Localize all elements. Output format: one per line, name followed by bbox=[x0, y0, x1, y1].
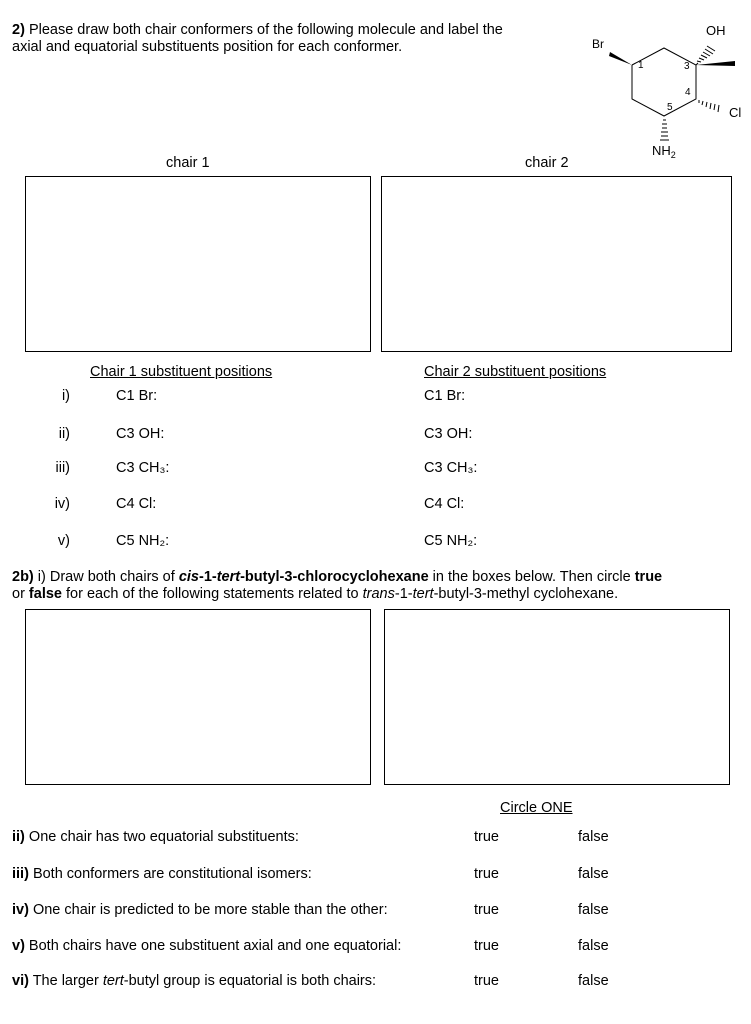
chair-1-positions-title: Chair 1 substituent positions bbox=[90, 364, 273, 380]
chair-1-c4-cl-label: C4 Cl: bbox=[116, 496, 157, 512]
nh2-label: $NH_2$ bbox=[652, 143, 676, 160]
row-numeral: iv) bbox=[54, 496, 70, 512]
row-numeral: i) bbox=[61, 388, 70, 404]
chair-2-positions-title: Chair 2 substituent positions bbox=[424, 364, 607, 380]
chair-1-c3-oh-label: C3 OH: bbox=[116, 426, 165, 442]
carbon-4-number: 4 bbox=[685, 87, 691, 98]
cis-chair-2-drawing-box[interactable] bbox=[384, 609, 730, 785]
chair-2-c3-ch3-label: C3 CH₃: bbox=[424, 460, 478, 476]
carbon-5-number: 5 bbox=[667, 102, 673, 113]
chair-2-c5-nh2-label: C5 NH₂: bbox=[424, 533, 478, 549]
statement-ii-true-option[interactable]: true bbox=[474, 829, 499, 845]
row-numeral: iii) bbox=[55, 460, 70, 476]
statement-v-false-option[interactable]: false bbox=[578, 938, 609, 954]
br-label: Br bbox=[592, 37, 604, 51]
chair-1-c5-nh2-label: C5 NH₂: bbox=[116, 533, 170, 549]
statement-iii-false-option[interactable]: false bbox=[578, 866, 609, 882]
statement-ii-false-option[interactable]: false bbox=[578, 829, 609, 845]
statement-vi-false-option[interactable]: false bbox=[578, 973, 609, 989]
chair-1-c1-br-label: C1 Br: bbox=[116, 388, 158, 404]
carbon-1-number: 1 bbox=[638, 60, 644, 71]
oh-hashed-bond bbox=[696, 46, 715, 65]
chair-2-drawing-box[interactable] bbox=[381, 176, 732, 352]
question-2-line-2: axial and equatorial substituents position for each conformer. bbox=[12, 39, 403, 55]
cyclohexane-ring bbox=[632, 48, 696, 116]
chair-2-c4-cl-label: C4 Cl: bbox=[424, 496, 465, 512]
cl-hashed-bond bbox=[699, 100, 719, 112]
cis-chair-1-drawing-box[interactable] bbox=[25, 609, 371, 785]
statement-ii: ii) One chair has two equatorial substituents: bbox=[12, 829, 299, 845]
methyl-wedge-bond bbox=[696, 61, 735, 66]
statement-vi-true-option[interactable]: true bbox=[474, 973, 499, 989]
chair-1-c3-ch3-label: C3 CH₃: bbox=[116, 460, 170, 476]
cyclohexane-molecule-diagram bbox=[580, 10, 750, 160]
br-wedge-bond bbox=[609, 52, 632, 65]
question-2b-line-2: or false for each of the following statements related to trans-1-tert-butyl-3-methyl cyclohexane. bbox=[12, 586, 619, 602]
chair-2-label: chair 2 bbox=[525, 155, 569, 171]
cl-label: Cl bbox=[729, 105, 742, 120]
question-2-line-1: 2) Please draw both chair conformers of the following molecule and label the bbox=[12, 22, 503, 38]
row-numeral: ii) bbox=[58, 426, 70, 442]
statement-iv-false-option[interactable]: false bbox=[578, 902, 609, 918]
statement-v: v) Both chairs have one substituent axial and one equatorial: bbox=[12, 938, 402, 954]
question-number: 2) bbox=[12, 22, 25, 38]
circle-one-header: Circle ONE bbox=[500, 800, 573, 816]
question-2-text bbox=[12, 22, 503, 56]
question-2b-line-1: 2b) i) Draw both chairs of cis-1-tert-butyl-3-chlorocyclohexane in the boxes below. Then circle true bbox=[12, 569, 663, 585]
statement-iii-true-option[interactable]: true bbox=[474, 866, 499, 882]
question-2b-text bbox=[12, 569, 662, 603]
statement-iv: iv) One chair is predicted to be more stable than the other: bbox=[12, 902, 388, 918]
oh-label: OH bbox=[706, 23, 726, 38]
nh2-hashed-bond bbox=[660, 120, 669, 140]
statement-vi: vi) The larger tert-butyl group is equatorial is both chairs: bbox=[12, 973, 377, 989]
row-numeral: v) bbox=[57, 533, 70, 549]
chair-1-label: chair 1 bbox=[166, 155, 210, 171]
carbon-3-number: 3 bbox=[684, 61, 690, 72]
chair-2-c1-br-label: C1 Br: bbox=[424, 388, 466, 404]
statement-iii: iii) Both conformers are constitutional isomers: bbox=[12, 866, 312, 882]
chair-1-drawing-box[interactable] bbox=[25, 176, 371, 352]
statement-iv-true-option[interactable]: true bbox=[474, 902, 499, 918]
statement-v-true-option[interactable]: true bbox=[474, 938, 499, 954]
chair-2-c3-oh-label: C3 OH: bbox=[424, 426, 473, 442]
